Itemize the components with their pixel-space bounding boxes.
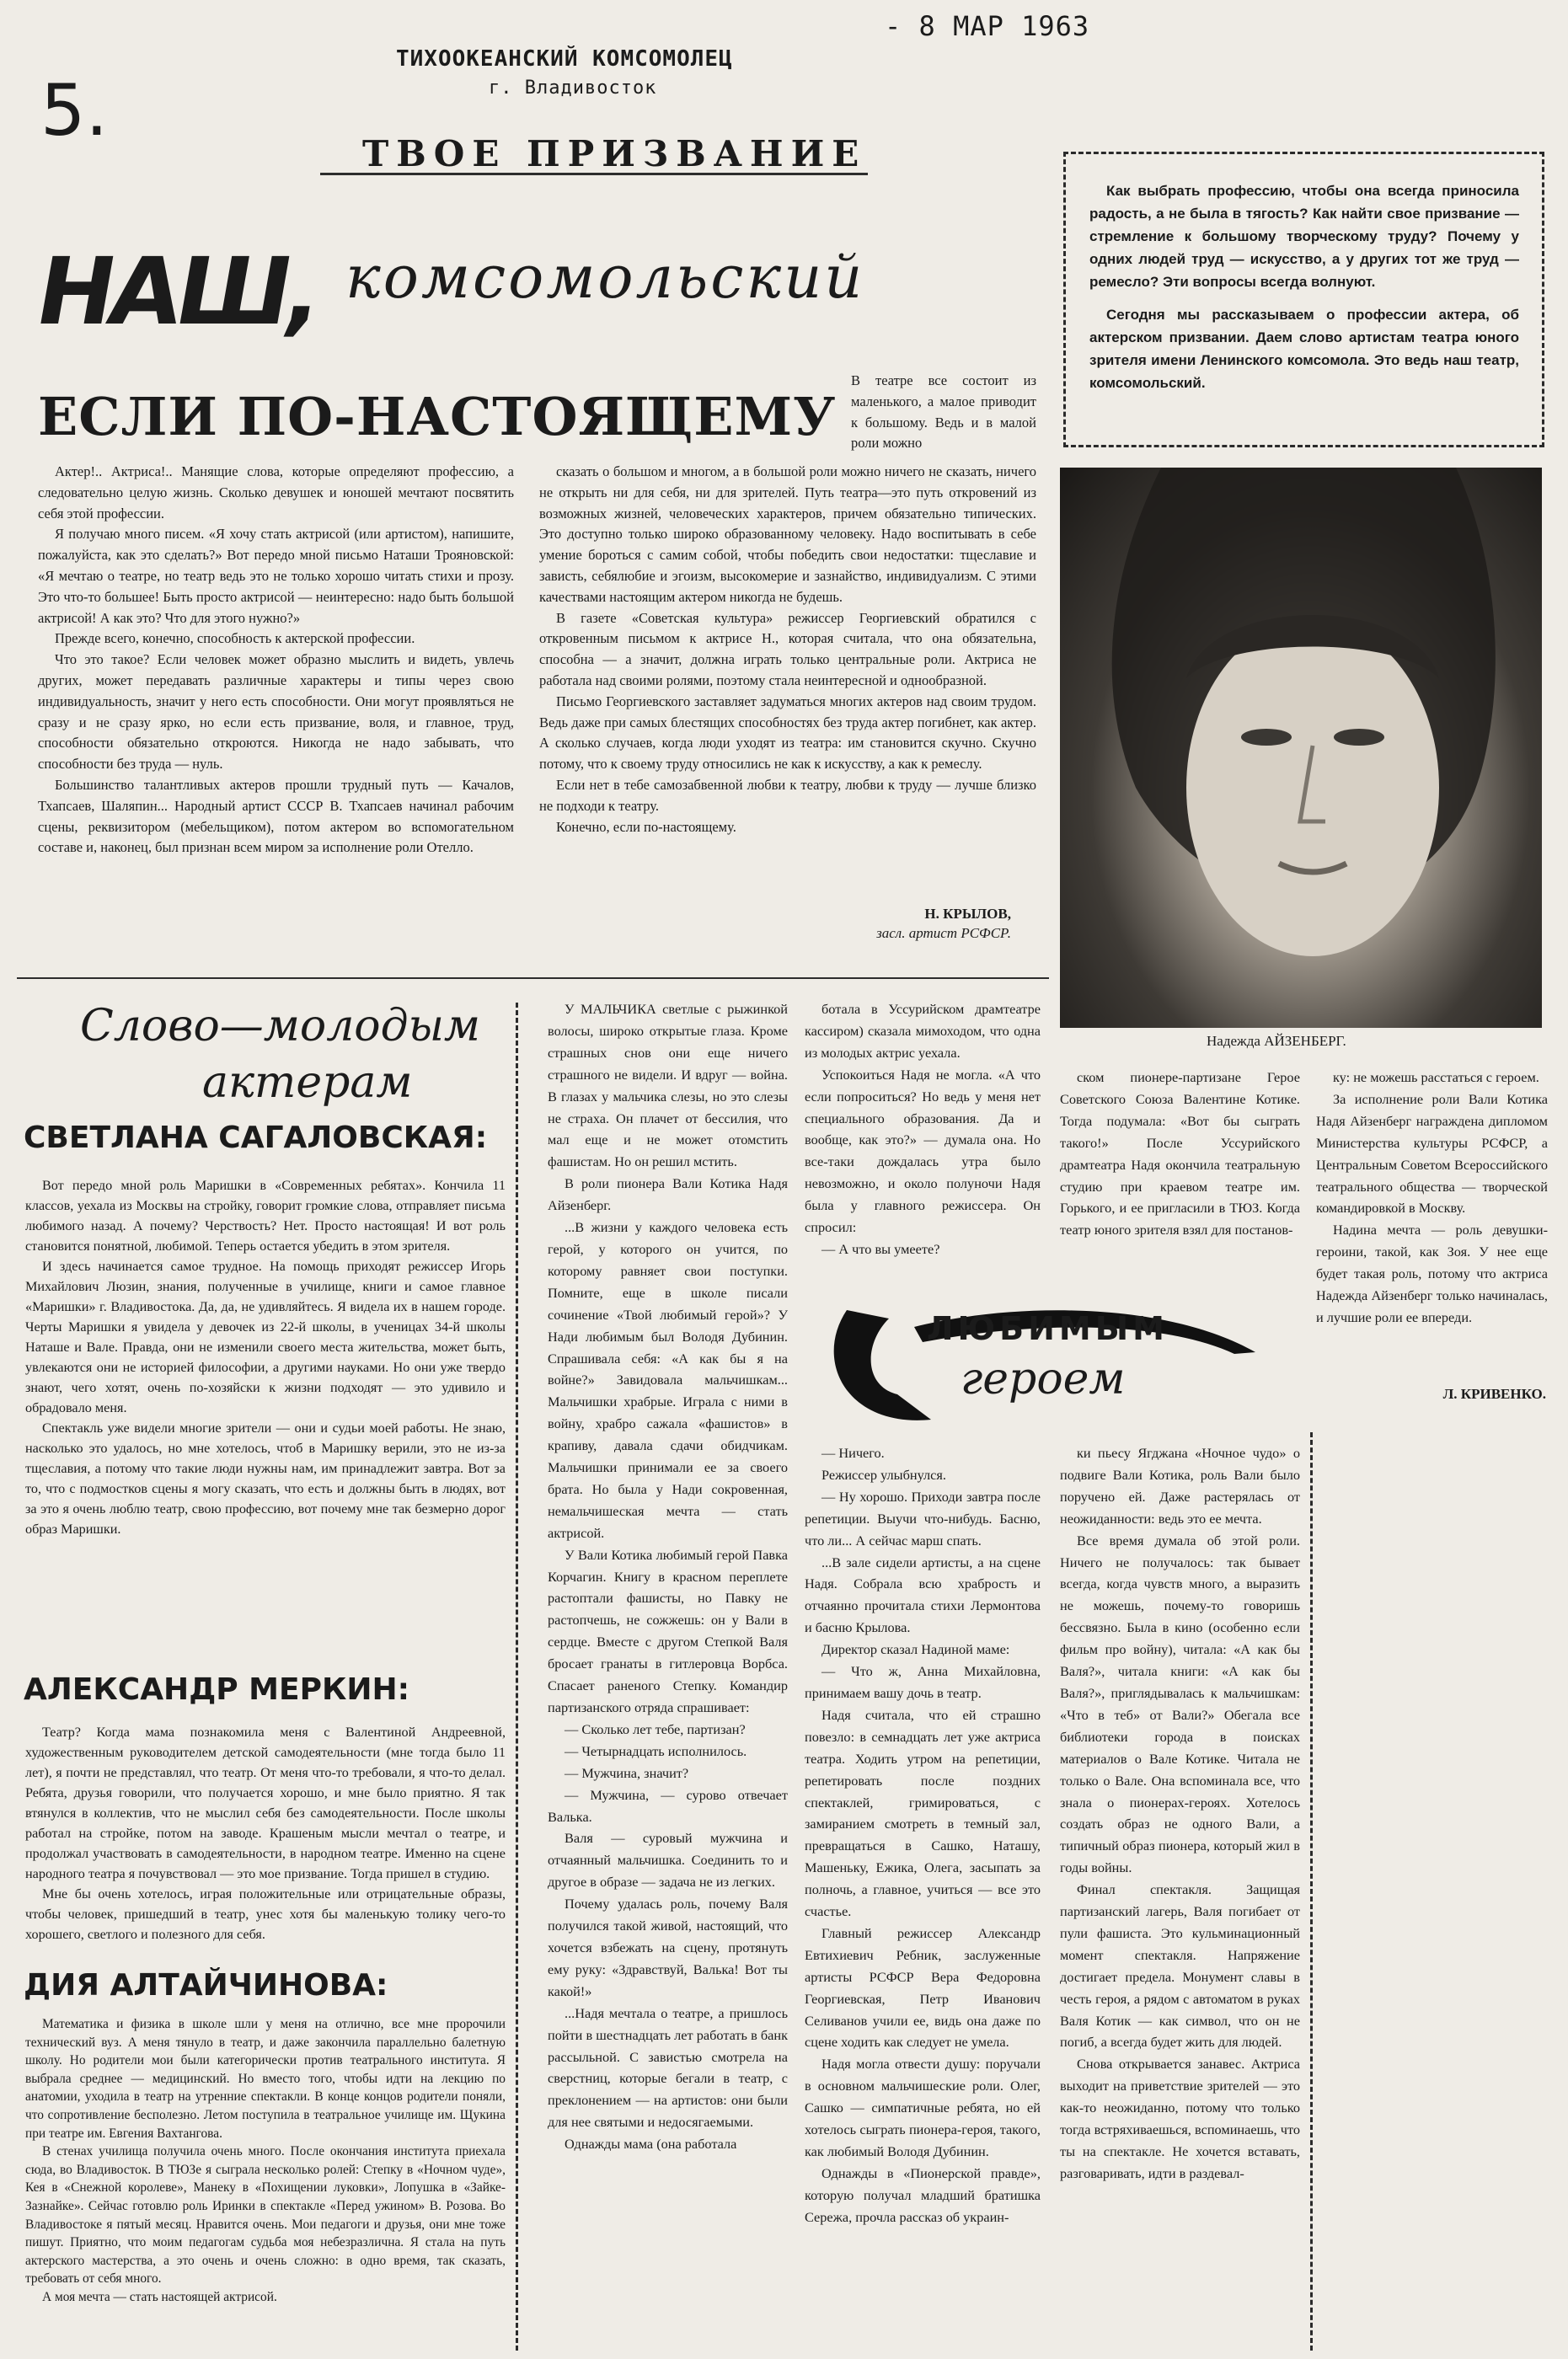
article2-paragraph: У Вали Котика любимый герой Павка Корчагин. Книгу в красном переплете растоптали фашисты, но Павку не растопчешь, не сожжешь: он у Вали в сердце. Вместе с другом Степкой Валя бросает гранаты в гитлеровца Ворбса. Спасает раненого Степку. Командир партизанского отряда спрашивает:: [548, 1546, 788, 1715]
article2-paragraph: Успокоиться Надя не могла. «А что если попроситься? Но ведь у меня нет специального образования. Да и вообще, как это?» — думала она. Но все-таки дождалась утра было невозможно, и около полуночи Надя была у главного режиссера. Он спросил:: [805, 1066, 1041, 1236]
article2-paragraph: — Мужчина, — сурово отвечает Валька.: [548, 1786, 788, 1825]
intro-paragraph-1: Как выбрать профессию, чтобы она всегда приносила радость, а не была в тягость? Как найти свое призвание — стремление к большому творческому труду? Почему у одних людей труд — искусство, а у других тот же труд — ремесло? Эти вопросы всегда волнуют.: [1089, 183, 1519, 290]
article2-column-b: [805, 1442, 1041, 2228]
article2-column-d: [1316, 1067, 1548, 1329]
article2-paragraph: Надя считала, что ей страшно повезло: в семнадцать лет уже актриса театра. Ходить утром на репетиции, репетировать после поздних спектаклей, гримироваться, с замиранием смотреть в темный зал, превращаться в Сашко, Наташу, Машеньку, Ежика, Олега, засыпать за полночь, а главное, учиться — все это счастье.: [805, 1706, 1041, 1920]
article2-paragraph: ки пьесу Ягджана «Ночное чудо» о подвиге Вали Котика, роль Вали было поручено ей. Даже растерялась от неожиданности: ведь это ее мечта.: [1060, 1445, 1300, 1527]
article2-paragraph: — Что ж, Анна Михайловна, принимаем вашу дочь в театр.: [805, 1663, 1041, 1701]
article1-paragraph: Большинство талантливых актеров прошли трудный путь — Качалов, Тхапсаев, Шаляпин... Народный артист СССР В. Тхапсаев начинал рабочим сцены, реквизитором (мебельщиком), потом актером во вспомогательном составе и, наконец, был признан всем миром за исполнение роли Отелло.: [38, 776, 514, 856]
article2-column-c-top: [1060, 1067, 1300, 1281]
article2-paragraph: Финал спектакля. Защищая партизанский лагерь, Валя погибает от пули фашиста. Это кульминационный момент спектакля. Напряжение достигает предела. Монумент славы в честь героя, а рядом с автоматом в руках Валя Котик — как символ, что он не погиб, а всегда будет жить для людей.: [1060, 1881, 1300, 2051]
masthead-script: комсомольский: [345, 243, 865, 312]
article2-paragraph: Директор сказал Надиной маме:: [821, 1641, 1010, 1658]
speaker-2-name: АЛЕКСАНДР МЕРКИН:: [24, 1672, 410, 1707]
article2-paragraph: — Ну хорошо. Приходи завтра после репетиции. Выучи что-нибудь. Басню, что ли... А сейчас марш спать.: [805, 1488, 1041, 1549]
speaker-paragraph: Театр? Когда мама познакомила меня с Валентиной Андреевной, художественным руководителем детской самодеятельности (мне тогда было 11 лет), я почти не представлял, что театр. От меня что-то требовали, я что-то делал. Ребята, друзья говорили, что получается хорошо, и мне было приятно. Я так втянулся в коллектив, что не мыслил себя без самодеятельности. После школы работал на стройке, потом на заводе. Крашеным мысли мечтал о театре, и продолжал участвовать в самодеятельности, в народном театре. Именно на сцене народного театра я почувствовал — это мое призвание. Тогда пришел в студию.: [25, 1725, 506, 1881]
article1-column-1: [38, 462, 514, 859]
city-stamp: г. Владивосток: [489, 78, 657, 99]
section-heading-line2: актерам: [202, 1057, 413, 1108]
article2-paragraph: Главный режиссер Александр Евтихиевич Ребник, заслуженные артисты РСФСР Вера Федоровна Георгиевская, Петр Иванович Селиванов учили ее, видь она даже по сцене ходить как следует не умела.: [805, 1924, 1041, 2051]
speaker-paragraph: И здесь начинается самое трудное. На помощь приходят режиссер Игорь Михайлович Люзин, знания, полученные в училище, книги и самое главное «Маришки» г. Владивостока. Да, да, не удивляйтесь. Я видела их в нашем городе. Черты Маришки я увидела у девочек из 22-й школы, в ученицах 34-й школы Наташе и Вале. Правда, они не изменили своего места жительства, может быть, увлекаются они не историей философии, а другими науками. Но они уже твердо знают, чего хотят, очень по-хозяйски к жизни подходят — это удивило и обрадовало меня.: [25, 1259, 506, 1415]
article2-paragraph: — Сколько лет тебе, партизан?: [565, 1720, 746, 1737]
speaker-3-name: ДИЯ АЛТАЙЧИНОВА:: [24, 1968, 388, 2003]
date-stamp: - 8 МАР 1963: [885, 10, 1090, 42]
article2-paragraph: — Ничего.: [821, 1445, 885, 1461]
article2-paragraph: Снова открывается занавес. Актриса выходит на приветствие зрителей — это как-то неожиданно, потому что только тогда встряхиваешься, вспоминаешь, что ты на спектакле. Не хочется вставать, разговаривать, идти в раздевал-: [1060, 2056, 1300, 2181]
article1-signature: Н. КРЫЛОВ,: [924, 906, 1011, 922]
article2-paragraph: — Мужчина, значит?: [565, 1764, 689, 1781]
article1-paragraph: Конечно, если по-настоящему.: [556, 818, 736, 835]
article2-paragraph: Надя могла отвести душу: поручали в основном мальчишеские роли. Олег, Сашко — симпатичные ребята, но ей хотелось сыграть пионера-героя, такого, как любимый Володя Дубинин.: [805, 2056, 1041, 2159]
article2-column-a: [548, 998, 788, 2155]
speaker-paragraph: Спектакль уже видели многие зрители — они и судьи моей работы. Не знаю, насколько это удалось, но мне хотелось, чтоб в Маришку верили, это не из-за тщеславия, а потому что такие люди нужны нам, им принадлежит завтра. Вот за то, что с подмостков сцены я могу сказать, что есть и должны быть в людях, вот за это я очень люблю театр, свою профессию, вот почему мне так безмерно дорог образ Маришки.: [25, 1420, 506, 1537]
article1-aside: В театре все состоит из маленького, а малое приводит к большому. Ведь и в малой роли можно: [851, 372, 1036, 452]
article1-title: ЕСЛИ ПО-НАСТОЯЩЕМУ: [38, 386, 837, 447]
article2-paragraph: — Четырнадцать исполнилось.: [565, 1742, 747, 1759]
article2-paragraph: Режиссер улыбнулся.: [821, 1466, 946, 1483]
article2-column-b-top: [805, 998, 1041, 1285]
article1-paragraph: сказать о большом и многом, а в большой роли можно ничего не сказать, ничего не открыть ни для себя, ни для зрителей. Путь театра—это путь откровений из возможных жизней, человеческих характеров, причем обязательно типических. Это доступно только широко образованному человеку. Надо воспитывать в себе умение бороться с самим собой, чтобы победить свои недостатки: тщеславие и зависть, себялюбие и эгоизм, высокомерие и зазнайство, индивидуализм. С этими качествами настоящим актером никогда не будешь.: [539, 463, 1036, 605]
speaker-paragraph: В стенах училища получила очень много. После окончания института приехала сюда, во Владивосток. В ТЮЗе я сыграла несколько ролей: Степку в «Ночном чуде», Кея в «Снежной королеве», Манеку в «Похищении луковки», Лопушка в «Зайке-Зазнайке». Сейчас готовлю роль Иринки в спектакле «Перед ужином» В. Розова. Во Владивостоке я пятый месяц. Нравится очень. Мои педагоги и друзья, они мне тоже пишут. Приятно, что моим педагогам судьба моя небезразлична. Я стала на путь актерского мастерства, а это очень и очень сложно: в одно время, так сказать, требовать от себя много.: [25, 2144, 506, 2287]
article2-signature: Л. КРИВЕНКО.: [1442, 1386, 1546, 1402]
article2-paragraph: Однажды мама (она работала: [565, 2136, 737, 2153]
right-frame-divider: [1310, 1432, 1313, 2351]
speaker-paragraph: Математика и физика в школе шли у меня на отлично, все мне пророчили технический вуз. А меня тянуло в театр, и даже закончила параллельно балетную школу. Но родители мои были категорически против театрального института. Я выбрала среднее — медицинский. Но вместо того, чтобы идти на лекцию по анатомии, уходила в театр на утренние спектакли. В конце концов родители поняли, что сопротивление бесполезно. Летом поступила в театральное училище им. Щукина при театре им. Евгения Вахтангова.: [25, 2017, 506, 2141]
article1-paragraph: Что это такое? Если человек может образно мыслить и видеть, увлечь других, может передавать различные характеры и типы через свою индивидуальность, значит у него есть способности. Они могут проявляться не сразу и не сразу ярко, но если есть призвание, воля, и главное, труд, способности обязательно откроются. Никогда не надо забывать, что способности без труда — нуль.: [38, 651, 514, 773]
article1-paragraph: Письмо Георгиевского заставляет задуматься многих актеров над своим трудом. Ведь даже при самых блестящих способностях без труда актер погибнет, как актер. А сколько случаев, когда люди уходят из театра: им становится скучно. Скучно потому, что к своему труду относились не как к искусству, а как к ремеслу.: [539, 693, 1036, 773]
article2-paragraph: — А что вы умеете?: [821, 1240, 940, 1257]
handwritten-page-number: 5.: [40, 69, 109, 152]
article2-heading-big: ЛЮБИМЫМ: [927, 1310, 1169, 1347]
article1-paragraph: Прежде всего, конечно, способность к актерской профессии.: [55, 630, 415, 647]
article2-heading: [813, 1293, 1268, 1436]
speaker-paragraph: Вот передо мной роль Маришки в «Современных ребятах». Кончила 11 классов, уехала из Москвы на стройку, говорит громкие слова, отправляет письма любимого назад. А почему? Черствость? Нет. Просто настоящая! И вот роль становится понятной, любимой. Теперь остается убедить в этом зрителя.: [25, 1178, 506, 1254]
speaker-1-name: СВЕТЛАНА САГАЛОВСКАЯ:: [24, 1121, 488, 1155]
portrait-photo: [1060, 468, 1542, 1028]
intro-paragraph-2: Сегодня мы рассказываем о профессии актера, об актерском призвании. Даем слово артистам театра юного зрителя имени Ленинского комсомола. Это ведь наш театр, комсомольский.: [1089, 307, 1519, 391]
section-divider: [17, 977, 1049, 979]
article1-column-2: [539, 462, 1036, 837]
article2-column-c: [1060, 1442, 1300, 2185]
article2-paragraph: Надина мечта — роль девушки-героини, такой, как Зоя. У нее еще будет такая роль, потому что актриса Надежда Айзенберг только начиналась, и лучшие роли ее впереди.: [1316, 1222, 1548, 1325]
article2-paragraph: В роли пионера Вали Котика Надя Айзенберг.: [548, 1175, 788, 1214]
column-divider: [516, 1003, 518, 2351]
article2-paragraph: ском пионере-партизане Герое Советского Союза Валентине Котике. Тогда подумала: «Вот бы сыграть такого!» После Уссурийского драмтеатра Надя окончила театральную студию при краевом театре им. Горького, и ее пригласили в ТЮЗ. Когда театр юного зрителя взял для постанов-: [1060, 1069, 1300, 1238]
portrait-figure: [1060, 468, 1542, 1028]
speaker-3-text: [25, 2015, 506, 2307]
intro-box: [1063, 152, 1544, 447]
speaker-1-text: [25, 1175, 506, 1539]
article1-paragraph: Если нет в тебе самозабвенной любви к театру, любви к труду — лучше близко не подходи к театру.: [539, 776, 1036, 814]
speaker-paragraph: Мне бы очень хотелось, играя положительные или отрицательные образы, чтобы человек, пришедший в театр, унес хотя бы маленькую толику чего-то хорошего, светлого и полезного для себя.: [25, 1886, 506, 1942]
article1-signature-title: засл. артист РСФСР.: [876, 925, 1011, 941]
rubric-title: ТВОЕ ПРИЗВАНИЕ: [362, 133, 867, 174]
newspaper-name-stamp: ТИХООКЕАНСКИЙ КОМСОМОЛЕЦ: [396, 46, 733, 72]
article2-paragraph: За исполнение роли Вали Котика Надя Айзенберг награждена дипломом Министерства культуры РСФСР, а Центральным Советом Всероссийского театрального общества — творческой командировкой в Москву.: [1316, 1090, 1548, 1217]
article2-paragraph: У МАЛЬЧИКА светлые с рыжинкой волосы, широко открытые глаза. Кроме страшных снов они еще ничего страшного не видели. И вдруг — война. В глазах у мальчика слезы, но это слезы не страха. Он плачет от бессилия, что мал еще и не может отомстить фашистам. Но он решил мстить.: [548, 1001, 788, 1170]
section-heading-line1: Слово—молодым: [80, 1001, 481, 1051]
article1-paragraph: Актер!.. Актриса!.. Манящие слова, которые определяют профессию, а следовательно целую жизнь. Сколько девушек и юношей мечтают посвятить себя этой профессии.: [38, 463, 514, 522]
article2-paragraph: Почему удалась роль, почему Валя получился такой живой, настоящий, что хочется взбежать на сцену, протянуть ему руку: «Здравствуй, Валька! Вот ты какой!»: [548, 1896, 788, 1999]
article2-paragraph: ...В жизни у каждого человека есть герой, у которого он учится, по которому равняет свои поступки. Помните, еще в школе писали сочинение «Твой любимый герой»? У Нади любимым был Володя Дубинин. Спрашивала себя: «А как бы я на войне?» Завидовала мальчишкам... Мальчишки храбрые. Играла с ними в войну, храбро сажала «фашистов» в крапиву, давала сдачи обидчикам. Мальчишки принимали ее за своего брата. Но была у Нади сокровенная, немальчишеская мечта — стать актрисой.: [548, 1219, 788, 1541]
photo-caption: Надежда АЙЗЕНБЕРГ.: [1207, 1033, 1346, 1049]
article1-paragraph: Я получаю много писем. «Я хочу стать актрисой (или артистом), напишите, пожалуйста, как это сделать?» Вот передо мной письмо Наташи Трояновской: «Я мечтаю о театре, но театр ведь это не только хорошо читать стихи и прозу. Это что-то большее! Быть просто актрисой — неинтересно: надо быть большой актрисой! А как это? Что для этого нужно?»: [38, 526, 514, 626]
masthead-nash: НАШ,: [28, 238, 327, 345]
article2-paragraph: ботала в Уссурийском драмтеатре кассиром) сказала мимоходом, что одна из молодых актрис уехала.: [805, 1001, 1041, 1061]
speaker-2-text: [25, 1722, 506, 1944]
article2-paragraph: ...Надя мечтала о театре, а пришлось пойти в шестнадцать лет работать в банк рассыльной. С завистью смотрела на сверстниц, которые бегали в театр, с преклонением — на артистов: они были для нее святыми и недосягаемыми.: [548, 2004, 788, 2131]
speaker-paragraph: А моя мечта — стать настоящей актрисой.: [42, 2289, 277, 2304]
article2-heading-script: героем: [961, 1354, 1126, 1404]
article2-paragraph: ку: не можешь расстаться с героем.: [1333, 1069, 1539, 1085]
article2-paragraph: Все время думала об этой роли. Ничего не получалось: так бывает всегда, когда чувств много, а выразить не можешь, почему-то говоришь бессвязно. Была в кино (особенно если фильм про войну), читала: «А как бы Валя?», читала книги: «А как бы Валя?», приглядывалась к мальчишкам: «Что в теб» от Вали?» Обегала все библиотеки города в поисках материалов о Вале Котике. Читала не только о Вале. Она вспоминала все, что знала о пионерах-героях. Хотелось создать образ не одного Вали, а типичный образ пионера, который жил в годы войны.: [1060, 1532, 1300, 1876]
article2-paragraph: Однажды в «Пионерской правде», которую получал младший братишка Сережа, прочла рассказ об украин-: [805, 2164, 1041, 2225]
article1-paragraph: В газете «Советская культура» режиссер Георгиевский обратился с откровенным письмом к актрисе Н., которая считала, что она обязательна, способна — а значит, должна играть только центральные роли. Актриса не работала над своими ролями, поэтому стала неинтересной и однообразной.: [539, 609, 1036, 688]
article2-paragraph: Валя — суровый мужчина и отчаянный мальчишка. Соединить то и другое в образе — задача не из легких.: [548, 1830, 788, 1891]
article2-paragraph: ...В зале сидели артисты, а на сцене Надя. Собрала всю храбрость и отчаянно прочитала стихи Лермонтова и басню Крылова.: [805, 1554, 1041, 1636]
